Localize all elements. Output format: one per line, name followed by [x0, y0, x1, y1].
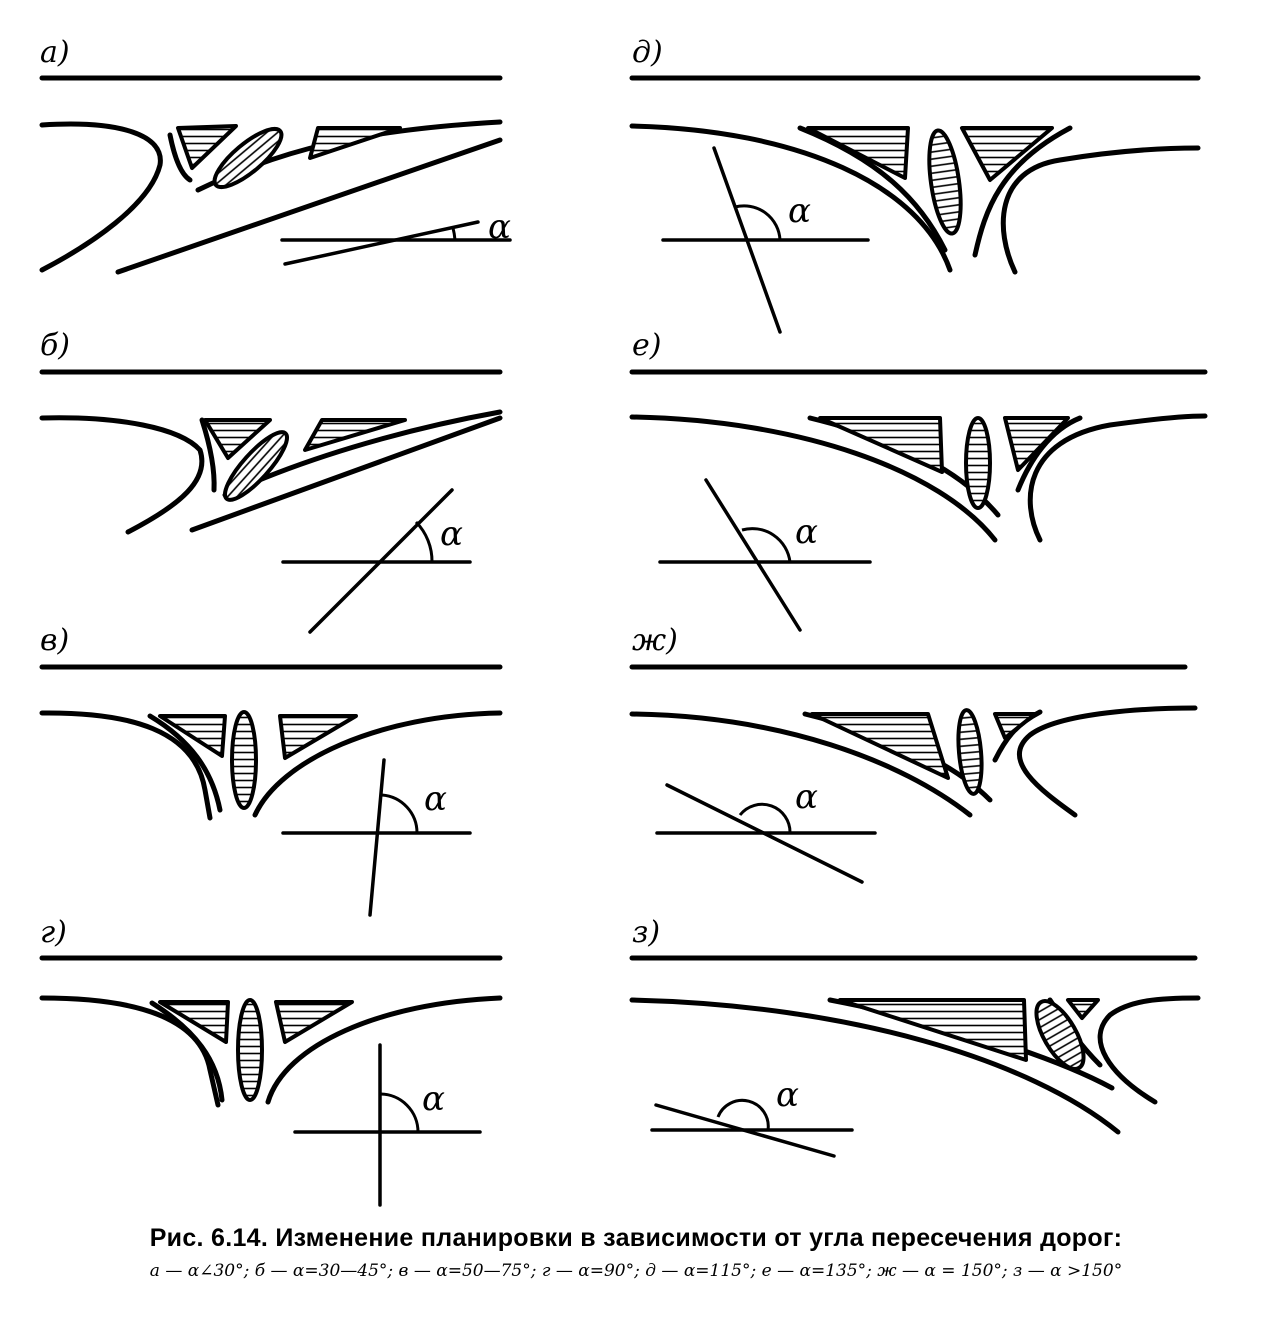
- traffic-island: [232, 712, 256, 808]
- alpha-symbol: α: [488, 207, 511, 247]
- alpha-symbol: α: [422, 1079, 445, 1119]
- panel-d: [632, 35, 1198, 332]
- angle-arc: [416, 522, 432, 562]
- angle-arc: [453, 228, 455, 240]
- panel-a-label: а): [40, 35, 70, 70]
- panel-z-label: з): [632, 915, 661, 950]
- traffic-island: [955, 709, 984, 795]
- alpha-symbol: α: [788, 191, 811, 231]
- traffic-island: [238, 1000, 262, 1100]
- ramp-right-curve: [1019, 708, 1195, 815]
- panel-g-label: г): [40, 915, 67, 950]
- ramp-left-curve: [42, 124, 160, 270]
- panel-v-label: в): [40, 623, 70, 658]
- figure-caption: [0, 1224, 1272, 1283]
- ramp-right-curve: [1100, 998, 1198, 1102]
- panel-zh-label: ж): [632, 623, 678, 658]
- alpha-symbol: α: [440, 514, 463, 554]
- alpha-symbol: α: [424, 779, 447, 819]
- traffic-island: [808, 128, 908, 178]
- panel-d-label: д): [632, 35, 663, 70]
- ramp-left-curve: [42, 418, 202, 532]
- alpha-symbol: α: [795, 512, 818, 552]
- traffic-island: [280, 716, 356, 758]
- traffic-island: [840, 1000, 1026, 1060]
- angle-arc: [382, 795, 417, 833]
- traffic-island: [276, 1002, 352, 1042]
- traffic-island: [924, 129, 966, 236]
- panel-b-label: б): [40, 328, 71, 363]
- angle-arc: [380, 1094, 418, 1132]
- panel-e: [632, 328, 1205, 630]
- traffic-island: [966, 418, 990, 508]
- angle-arc: [740, 804, 790, 833]
- angle-ray: [706, 480, 800, 630]
- angle-ray: [285, 222, 478, 264]
- traffic-island: [310, 128, 400, 158]
- panel-g: [40, 915, 500, 1205]
- caption-legend: а — α∠30°; б — α=30—45°; в — α=50—75°; г — α=90°; д — α=115°; е — α=135°; ж — α = 150°; з — α >150°: [149, 1261, 1123, 1281]
- angle-arc: [742, 529, 790, 562]
- traffic-island: [962, 128, 1052, 180]
- ramp-right-curve: [1003, 148, 1198, 272]
- panel-z: [632, 915, 1198, 1156]
- alpha-symbol: α: [795, 777, 818, 817]
- panel-b: [40, 328, 500, 632]
- angle-ray: [370, 760, 384, 915]
- alpha-symbol: α: [776, 1075, 799, 1115]
- panel-a: [40, 35, 511, 272]
- panel-v: [40, 623, 500, 915]
- traffic-island: [1068, 1000, 1098, 1018]
- panel-e-label: е): [632, 328, 662, 363]
- caption-title: Рис. 6.14. Изменение планировки в зависимости от угла пересечения дорог:: [149, 1224, 1123, 1252]
- panel-zh: [632, 623, 1195, 882]
